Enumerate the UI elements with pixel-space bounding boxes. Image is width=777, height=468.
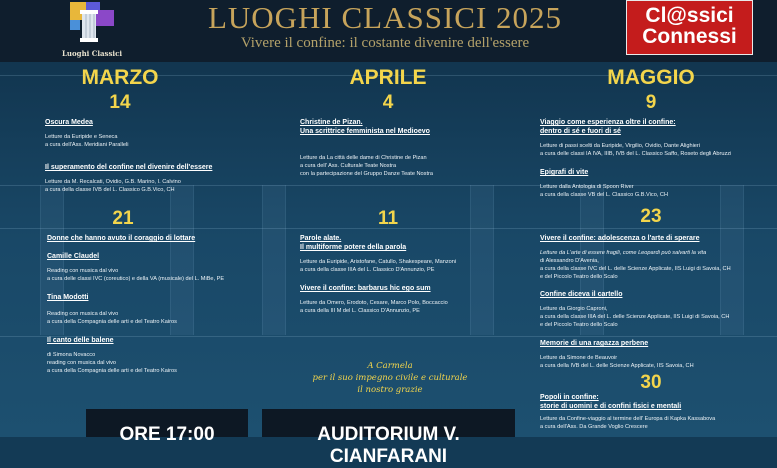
event-camille-claudel bbox=[47, 252, 224, 283]
event-title-line-2: Una scrittrice femminista nel Medioevo bbox=[300, 128, 430, 135]
event-barbarus bbox=[300, 284, 448, 315]
event-detail: a cura dell'Ass. Da Grande Voglio Crescere bbox=[540, 424, 648, 430]
event-title-line-2: Il multiforme potere della parola bbox=[300, 244, 407, 251]
event-tina-modotti bbox=[47, 293, 177, 326]
event-detail: a cura della Compagnia delle arti e del Teatro Kairos bbox=[47, 319, 177, 325]
event-detail: Letture da Euripide e Seneca bbox=[45, 134, 118, 140]
event-title: Popoli in confine: bbox=[540, 394, 599, 401]
event-detail: Letture da Omero, Erodoto, Cesare, Marco Polo, Boccaccio bbox=[300, 300, 448, 306]
event-detail: a cura della IVB del L. delle Scienze Applicate, IIS Savoia, CH bbox=[540, 363, 694, 369]
event-detail: a cura della Compagnia delle arti e del Teatro Kairos bbox=[47, 368, 177, 374]
event-title: Memorie di una ragazza perbene bbox=[540, 340, 649, 347]
event-title: Epigrafi di vite bbox=[540, 169, 589, 176]
month-heading-maggio: MAGGIO bbox=[607, 66, 695, 89]
event-title-line-2: storie di uomini e di confini fisici e mentali bbox=[540, 403, 682, 410]
event-title: Vivere il confine: barbarus hic ego sum bbox=[300, 285, 431, 292]
event-detail: a cura dell' Ass. Culturale Teate Nostra bbox=[300, 163, 397, 169]
event-epigrafi-di-vite bbox=[540, 168, 668, 199]
event-detail: Reading con musica dal vivo bbox=[47, 268, 119, 274]
event-adolescenza bbox=[540, 234, 731, 281]
event-title: Oscura Medea bbox=[45, 119, 93, 126]
event-parole-alate bbox=[300, 234, 456, 274]
event-title: Il superamento del confine nel divenire dell'essere bbox=[45, 164, 213, 171]
day-number: 30 bbox=[640, 372, 662, 393]
brand-line-1: Cl@ssici bbox=[645, 4, 734, 27]
day-number: 23 bbox=[640, 206, 662, 227]
event-canto-balene bbox=[47, 336, 177, 375]
month-heading-marzo: MARZO bbox=[81, 66, 159, 89]
column-decoration bbox=[262, 185, 286, 335]
event-detail: Letture da L'arte di essere fragili, come Leopardi può salvarti la vita bbox=[540, 250, 707, 256]
event-detail: con la partecipazione del Gruppo Danze Teate Nostra bbox=[300, 171, 433, 177]
dedication-line: il nostro grazie bbox=[357, 385, 423, 395]
event-title: Donne che hanno avuto il coraggio di lottare bbox=[47, 235, 196, 242]
event-christine-de-pizan bbox=[300, 118, 433, 178]
event-detail: a cura dell'Ass. Meridiani Paralleli bbox=[45, 142, 129, 148]
event-detail: e del Piccolo Teatro dello Scalo bbox=[540, 274, 618, 280]
event-detail: di Alessandro D'Avenia, bbox=[540, 258, 599, 264]
event-detail: Letture da Simone de Beauvoir bbox=[540, 355, 618, 361]
event-detail: a cura della classe IVB del L. Classico G.B.Vico, CH bbox=[45, 187, 175, 193]
event-detail: Letture da La città delle dame di Christine de Pizan bbox=[300, 155, 427, 161]
event-viaggio-esperienza bbox=[540, 118, 731, 158]
event-detail: a cura delle classi IVC (coreutico) e della VA (musicale) del L. MiBe, PE bbox=[47, 276, 225, 282]
event-venue: AUDITORIUM V. CIANFARANI bbox=[317, 424, 460, 467]
time-band bbox=[86, 409, 248, 445]
event-detail: a cura della III M del L. Classico D'Annunzio, PE bbox=[300, 308, 420, 314]
column-decoration bbox=[470, 185, 494, 335]
venue-band bbox=[262, 409, 515, 467]
day-number: 9 bbox=[645, 92, 657, 113]
event-time: ORE 17:00 bbox=[119, 424, 215, 445]
event-detail: Letture da Euripide, Aristofane, Catullo, Shakespeare, Manzoni bbox=[300, 259, 457, 265]
event-detail: a cura della classe VB del L. Classico G.B.Vico, CH bbox=[540, 192, 668, 198]
event-title: Tina Modotti bbox=[47, 294, 89, 301]
dedication-line: A Carmela bbox=[367, 361, 413, 371]
day-number: 14 bbox=[109, 92, 131, 113]
event-detail: a cura della classe IIIA del L. Classico D'Annunzio, PE bbox=[300, 267, 435, 273]
event-title: Camille Claudel bbox=[47, 253, 100, 260]
event-donne-coraggio bbox=[47, 234, 195, 243]
event-detail: Letture di passi scelti da Euripide, Virgilio, Ovidio, Dante Alighieri bbox=[540, 143, 701, 149]
event-title: Vivere il confine: adolescenza o l'arte di sperare bbox=[540, 235, 700, 242]
dedication-line: per il suo impegno civile e culturale bbox=[312, 373, 468, 383]
event-oscura-medea bbox=[45, 118, 128, 149]
page-title: LUOGHI CLASSICI 2025 bbox=[207, 0, 563, 35]
event-detail: reading con musica dal vivo bbox=[47, 360, 117, 366]
day-number: 4 bbox=[382, 92, 394, 113]
event-title: Confine diceva il cartello bbox=[540, 291, 623, 298]
event-popoli-in-confine bbox=[540, 393, 715, 431]
month-heading-aprile: APRILE bbox=[349, 66, 427, 89]
page-subtitle: Vivere il confine: il costante divenire dell'essere bbox=[240, 35, 530, 51]
event-detail: Reading con musica dal vivo bbox=[47, 311, 119, 317]
event-superamento-confine bbox=[45, 163, 212, 194]
event-detail: a cura della classe IIIA del L. delle Scienze Applicate, IIS Luigi di Savoia, CH bbox=[540, 314, 730, 320]
event-title: Il canto delle balene bbox=[47, 337, 114, 344]
event-confine-cartello bbox=[540, 290, 729, 329]
day-number: 21 bbox=[112, 208, 134, 229]
event-title: Viaggio come esperienza oltre il confine: bbox=[540, 119, 676, 126]
header-bar bbox=[0, 0, 777, 62]
event-detail: e del Piccolo Teatro dello Scalo bbox=[540, 322, 618, 328]
event-title-line-2: dentro di sé e fuori di sé bbox=[540, 128, 621, 135]
event-memorie-ragazza bbox=[540, 339, 694, 370]
day-number: 11 bbox=[377, 208, 399, 229]
event-detail: a cura delle classi IA IVA, IIIB, IVB del L. Classico Saffo, Roseto degli Abruzzi bbox=[540, 151, 732, 157]
event-detail: a cura della classe IVC del L. delle Scienze Applicate, IIS Luigi di Savoia, CH bbox=[540, 266, 731, 272]
event-detail: Letture da M. Recalcati, Ovidio, G.B. Marino, I. Calvino bbox=[45, 179, 181, 185]
event-detail: Letture dalla Antologia di Spoon River bbox=[540, 184, 634, 190]
event-detail: Letture da Giorgio Caproni, bbox=[540, 306, 608, 312]
event-title: Parole alate. bbox=[300, 235, 342, 242]
brand-line-2: Connessi bbox=[642, 25, 737, 48]
event-detail: Letture da Confine-viaggio al termine dell' Europa di Kapka Kassabova bbox=[540, 416, 716, 422]
classici-connessi-logo bbox=[626, 0, 753, 55]
event-detail: di Simona Novacco bbox=[47, 352, 96, 358]
event-title: Christine de Pizan. bbox=[300, 119, 363, 126]
logo-caption: Luoghi Classici bbox=[62, 49, 122, 58]
dedication bbox=[300, 360, 480, 396]
